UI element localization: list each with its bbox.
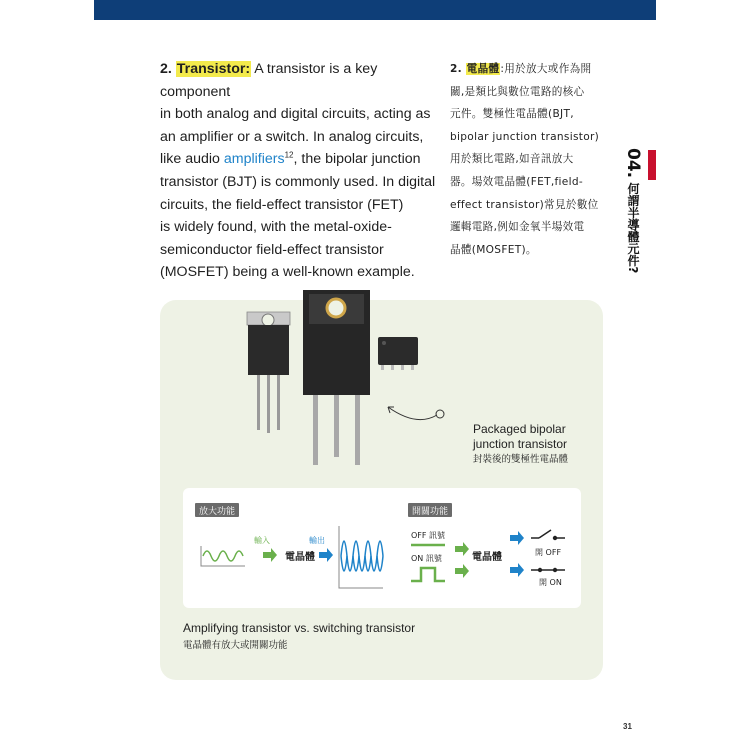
caption-line: junction transistor — [473, 437, 568, 451]
text-line: like audio — [160, 151, 224, 168]
figure-caption — [183, 620, 415, 655]
photo-caption — [473, 422, 568, 468]
text-line: is widely found, with the metal-oxide- — [160, 219, 392, 236]
text-line: (MOSFET) being a well-known example. — [160, 264, 415, 281]
text-line: bipolar junction transistor) — [450, 130, 600, 143]
text-line: 器。場效電晶體(FET,field- — [450, 175, 583, 188]
english-paragraph — [160, 58, 442, 284]
text-line: transistor (BJT) is commonly used. In digital — [160, 173, 436, 190]
function-diagram — [183, 488, 581, 608]
item-number: 2. — [160, 61, 172, 77]
text-line: 邏輯電路,例如金氧半場效電 — [450, 221, 585, 234]
diagram-graphic — [183, 488, 581, 608]
chinese-paragraph — [450, 58, 600, 261]
transistor-label-2: 電晶體 — [472, 552, 502, 563]
amplifiers-link[interactable]: amplifiers — [223, 151, 285, 168]
switch-off-label: 開 OFF — [535, 548, 562, 557]
term-highlight: 電晶體 — [466, 63, 500, 75]
chapter-tab — [619, 148, 643, 273]
caption-zh: 封裝後的雙極性電晶體 — [473, 454, 569, 465]
switch-on-label: 開 ON — [539, 578, 562, 587]
text-line: 元件。雙極性電晶體(BJT, — [450, 108, 574, 121]
caption-line: Packaged bipolar — [473, 422, 566, 436]
input-label: 輸入 — [254, 536, 270, 545]
text-line: 用於類比電路,如音訊放大 — [450, 153, 574, 166]
amp-label: 放大功能 — [198, 507, 236, 517]
item-number: 2. — [450, 63, 462, 75]
page-number: 31 — [623, 722, 632, 731]
footnote-ref: 12 — [284, 150, 294, 160]
text-line: 晶體(MOSFET)。 — [450, 243, 537, 256]
text-line: in both analog and digital circuits, acting as — [160, 106, 431, 123]
text-line: an amplifier or a switch. In analog circuits, — [160, 128, 424, 145]
transistor-label: 電晶體 — [285, 552, 315, 563]
off-signal: OFF 訊號 — [411, 531, 446, 540]
text-line: 關,是類比與數位電路的核心 — [450, 85, 585, 98]
text-line: A transistor is a key component — [160, 61, 378, 100]
caption-zh: 電晶體有放大或開關功能 — [183, 640, 288, 651]
switch-label: 開關功能 — [411, 507, 449, 517]
chapter-marker — [648, 150, 656, 180]
caption-arrow — [380, 395, 480, 445]
text-line: :用於放大或作為開 — [500, 63, 592, 75]
on-signal: ON 訊號 — [411, 554, 442, 563]
caption-en: Amplifying transistor vs. switching transistor — [183, 621, 416, 635]
text-line: semiconductor field-effect transistor — [160, 241, 384, 258]
text-line: circuits, the field-effect transistor (FET) — [160, 196, 404, 213]
text-line: , the bipolar junction — [293, 151, 421, 168]
chapter-number: 04. — [623, 148, 643, 179]
chapter-title: 何謂半導體元件? — [626, 182, 640, 274]
output-label: 輸出 — [309, 536, 325, 545]
text-line: effect transistor)常見於數位 — [450, 198, 599, 211]
term-highlight: Transistor: — [176, 61, 251, 77]
header-bar — [94, 0, 656, 20]
